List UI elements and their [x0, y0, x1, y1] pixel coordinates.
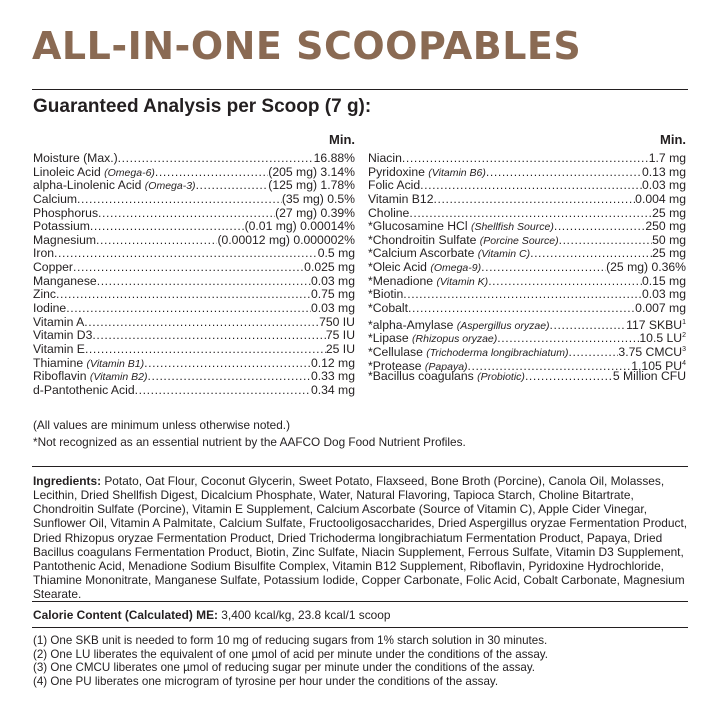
leader-dots [488, 275, 642, 289]
nutrient-value [652, 247, 686, 261]
leader-dots [135, 384, 311, 398]
footnote-1: (1) One SKB unit is needed to form 10 mg of reducing sugars from 1% starch solution in 30 minutes. [33, 634, 548, 647]
nutrient-name [33, 261, 73, 275]
nutrient-value-text: (25 mg) 0.36% [606, 260, 686, 275]
nutrient-value-text: 3.75 CMCU [618, 345, 683, 360]
nutrient-value-text: 0.5 mg [317, 246, 355, 261]
nutrient-row [368, 261, 686, 275]
nutrient-value [311, 302, 355, 316]
footnote-3: (3) One CMCU liberates one µmol of reducing sugar per minute under the conditions of the assay. [33, 661, 536, 675]
nutrient-name-text: Iron [33, 246, 55, 261]
leader-dots [568, 346, 618, 360]
nutrient-name-text: Iodine [33, 301, 67, 316]
nutrient-name [33, 207, 98, 221]
nutrient-value-text: 25 IU [325, 341, 355, 356]
calorie-value: 3,400 kcal/kg, 23.8 kcal/1 scoop [217, 608, 391, 622]
nutrient-value [642, 275, 686, 289]
nutrient-source: (Vitamin B1) [86, 357, 145, 370]
leader-dots [77, 193, 282, 207]
nutrient-row [33, 370, 355, 384]
nutrient-source: (Omega-6) [104, 166, 155, 179]
nutrient-name-text: *alpha-Amylase [368, 317, 457, 332]
nutrient-row [33, 247, 355, 261]
nutrient-value [319, 316, 355, 330]
nutrient-value [606, 261, 686, 275]
calorie-content [33, 608, 391, 622]
nutrient-value [311, 370, 355, 384]
analysis-heading: Guaranteed Analysis per Scoop (7 g): [33, 96, 372, 117]
divider-ingredients [32, 466, 688, 467]
nutrient-value-text: 0.33 mg [310, 369, 355, 384]
leader-dots [402, 152, 649, 166]
nutrient-value [326, 329, 355, 343]
nutrient-name-text: *Cellulase [368, 345, 427, 360]
nutrient-value [613, 370, 686, 384]
nutrient-value-text: 0.03 mg [310, 301, 355, 316]
nutrient-source: (Vitamin K) [436, 275, 489, 288]
nutrient-list-left [33, 152, 355, 398]
nutrient-name-text: Thiamine [33, 355, 87, 370]
nutrient-value [282, 193, 355, 207]
nutrient-value-text: 0.12 mg [310, 355, 355, 370]
nutrient-name-text: Choline [368, 205, 410, 220]
footnote-marker: 4 [682, 359, 686, 367]
nutrient-name-text: Linoleic Acid [33, 164, 105, 179]
nutrient-value [642, 288, 686, 302]
leader-dots [420, 179, 642, 193]
nutrient-name-text: Magnesium [33, 232, 96, 247]
leader-dots [525, 370, 613, 384]
nutrient-row [368, 152, 686, 166]
nutrient-value [318, 247, 355, 261]
nutrient-value [635, 193, 686, 207]
nutrient-value [311, 384, 355, 398]
leader-dots [550, 319, 627, 333]
footnote-4: (4) One PU liberates one microgram of tyrosine per hour under the conditions of the assay. [33, 674, 499, 688]
nutrient-name-text: *Biotin [368, 287, 404, 302]
nutrient-source: (Porcine Source) [479, 234, 559, 247]
nutrient-source: (Papaya) [424, 360, 468, 373]
nutrient-name-text: Vitamin E [33, 341, 85, 356]
nutrient-list-right [368, 152, 686, 384]
nutrient-row [33, 179, 355, 193]
nutrient-row [33, 220, 355, 234]
nutrient-name [33, 384, 135, 398]
nutrient-name-text: *Oleic Acid [368, 260, 431, 275]
nutrient-source: (Aspergillus oryzae) [456, 319, 550, 332]
nutrient-value-text: 0.03 mg [641, 178, 686, 193]
nutrient-row [33, 152, 355, 166]
nutrient-value-text: 10.5 LU [639, 331, 683, 346]
nutrient-row [368, 316, 686, 330]
nutrient-name-text: d-Pantothenic Acid [33, 382, 135, 397]
nutrient-name-text: *Glucosamine HCl [368, 219, 471, 234]
nutrient-value-text: (0.00012 mg) 0.000002% [217, 232, 355, 247]
nutrient-value-text: 0.15 mg [641, 273, 686, 288]
nutrient-row [368, 207, 686, 221]
leader-dots [98, 207, 275, 221]
nutrient-source: (Vitamin C) [477, 248, 531, 261]
nutrient-value [652, 207, 686, 221]
nutrient-value-text: 0.007 mg [635, 301, 686, 316]
nutrient-name [368, 370, 525, 385]
nutrient-source: (Omega-3) [144, 180, 196, 193]
nutrient-name-text: Potassium [33, 219, 90, 234]
nutrient-name [368, 302, 408, 316]
leader-dots [56, 288, 311, 302]
nutrient-row [368, 220, 686, 234]
leader-dots [66, 302, 311, 316]
nutrient-name [33, 275, 97, 289]
nutrient-value-text: (205 mg) 3.14% [268, 164, 355, 179]
leader-dots [409, 207, 652, 221]
nutrient-name-text: *Chondroitin Sulfate [368, 232, 480, 247]
nutrient-name-text: Niacin [368, 151, 402, 165]
nutrient-value-text: 0.03 mg [641, 287, 686, 302]
nutrient-name [368, 207, 409, 221]
nutrient-value [268, 166, 355, 180]
nutrient-row [33, 343, 355, 357]
nutrient-name-text: Vitamin B12 [368, 191, 434, 206]
aafco-note: *Not recognized as an essential nutrient by the AAFCO Dog Food Nutrient Profiles. [33, 435, 466, 449]
leader-dots [90, 220, 245, 234]
nutrient-row [33, 384, 355, 398]
nutrient-name-text: Vitamin A [33, 314, 85, 329]
nutrient-name-text: *Bacillus coagulans [368, 369, 478, 384]
nutrient-value [314, 152, 355, 166]
nutrient-value [304, 261, 355, 275]
nutrient-value-text: 25 mg [652, 205, 686, 220]
nutrient-value [649, 152, 686, 166]
min-column-header: Min. [660, 132, 686, 147]
leader-dots [486, 166, 642, 180]
nutrient-value-text: 50 mg [652, 232, 686, 247]
nutrient-value-text: 0.03 mg [310, 273, 355, 288]
nutrient-name [33, 316, 84, 330]
nutrient-value [645, 220, 686, 234]
leader-dots [97, 275, 311, 289]
nutrient-row [368, 193, 686, 207]
divider-calorie [32, 601, 688, 602]
nutrient-name [33, 220, 90, 234]
nutrient-value-text: 117 SKBU [626, 317, 683, 332]
footnotes [33, 634, 548, 688]
nutrient-name-text: Copper [33, 260, 73, 275]
leader-dots [96, 234, 217, 248]
nutrient-value-text: 750 IU [319, 314, 355, 329]
footnote-marker: 1 [682, 318, 686, 326]
nutrient-value-text: 25 mg [652, 246, 686, 261]
leader-dots [73, 261, 304, 275]
leader-dots [481, 261, 606, 275]
nutrient-name [33, 343, 85, 357]
nutrient-name [33, 247, 54, 261]
leader-dots [559, 234, 653, 248]
nutrient-name-text: Riboflavin [33, 369, 90, 384]
nutrient-name [33, 288, 56, 302]
nutrient-source: (Vitamin B6) [428, 166, 486, 179]
leader-dots [85, 343, 326, 357]
nutrient-value [217, 234, 355, 248]
nutrient-name-text: *Menadione [368, 273, 437, 288]
nutrient-name-text: Calcium [33, 191, 78, 206]
nutrient-source: (Shellfish Source) [470, 221, 554, 234]
nutrient-value-text: 0.004 mg [635, 191, 686, 206]
nutrient-row [368, 288, 686, 302]
footnote-2: (2) One LU liberates the equivalent of one µmol of acid per minute under the conditions of the assay. [33, 647, 548, 661]
nutrient-row [33, 316, 355, 330]
minimum-values-note: (All values are minimum unless otherwise noted.) [33, 418, 291, 432]
nutrient-value-text: 250 mg [645, 219, 686, 234]
calorie-label: Calorie Content (Calculated) ME: [33, 608, 218, 622]
nutrient-value-text: 1.7 mg [648, 151, 686, 165]
nutrient-name [33, 152, 118, 166]
nutrient-name [368, 152, 402, 166]
nutrient-value-text: (0.01 mg) 0.00014% [244, 219, 355, 234]
nutrient-name-text: Folic Acid [368, 178, 421, 193]
divider-footnotes [32, 627, 688, 628]
leader-dots [434, 193, 636, 207]
footnote-marker: 2 [682, 332, 686, 340]
nutrient-column-right [368, 132, 686, 384]
nutrient-name [33, 302, 66, 316]
leader-dots [54, 247, 318, 261]
nutrient-value-text: 0.34 mg [310, 382, 355, 397]
nutrient-name-text: Manganese [33, 273, 97, 288]
nutrient-row [368, 166, 686, 180]
nutrient-row [33, 275, 355, 289]
leader-dots [118, 152, 314, 166]
nutrient-value-text: (125 mg) 1.78% [268, 178, 355, 193]
leader-dots [144, 357, 311, 371]
nutrient-value [642, 179, 686, 193]
nutrient-name-text: Pyridoxine [368, 164, 429, 179]
nutrient-column-left [33, 132, 355, 398]
nutrient-name-text: Phosphorus [33, 205, 99, 220]
leader-dots [408, 302, 635, 316]
nutrient-name-text: *Calcium Ascorbate [368, 246, 478, 261]
nutrient-row [33, 234, 355, 248]
nutrient-row [33, 329, 355, 343]
nutrient-value-text: 0.13 mg [641, 164, 686, 179]
nutrient-name [368, 193, 434, 207]
nutrient-name [33, 234, 96, 248]
ingredients-paragraph [33, 474, 689, 601]
nutrient-name-text: Vitamin D3 [33, 328, 93, 343]
nutrient-value [652, 234, 686, 248]
nutrient-row [33, 357, 355, 371]
nutrient-name [368, 179, 420, 193]
nutrient-value-text: 0.75 mg [310, 287, 355, 302]
nutrient-value [311, 275, 355, 289]
nutrient-source: (Rhizopus oryzae) [412, 333, 498, 346]
nutrient-row [33, 288, 355, 302]
nutrient-value-text: (27 mg) 0.39% [275, 205, 355, 220]
leader-dots [147, 370, 310, 384]
nutrient-row [33, 193, 355, 207]
ingredients-label: Ingredients: [33, 474, 102, 488]
leader-dots [554, 220, 646, 234]
nutrient-row [33, 261, 355, 275]
nutrient-name-text: *Lipase [368, 331, 413, 346]
nutrient-value-text: 0.025 mg [304, 260, 355, 275]
leader-dots [155, 166, 268, 180]
nutrient-name [368, 288, 403, 302]
leader-dots [196, 179, 269, 193]
nutrient-row [368, 275, 686, 289]
nutrient-value-text: 16.88% [313, 151, 355, 165]
nutrient-row [368, 302, 686, 316]
footnote-marker: 3 [682, 345, 686, 353]
nutrient-source: (Trichoderma longibrachiatum) [426, 347, 569, 360]
nutrient-value-text: 75 IU [325, 328, 355, 343]
nutrient-source: (Omega-9) [430, 262, 482, 275]
nutrient-value [311, 288, 355, 302]
nutrient-row [368, 247, 686, 261]
nutrient-value [275, 207, 355, 221]
nutrient-name-text: *Cobalt [368, 301, 408, 316]
nutrient-name [33, 193, 77, 207]
leader-dots [403, 288, 642, 302]
nutrient-row [33, 207, 355, 221]
ingredients-text: Potato, Oat Flour, Coconut Glycerin, Sweet Potato, Flaxseed, Bone Broth (Porcine), Canola Oil, Molasses, Lecithin, Dried Shellfish Digest, Dicalcium Phosphate, Water, Natural Flavoring, Tapioca Starch, Choline Bitartrate, Chondroitin Sulfate (Porcine), Vitamin E Supplement, Calcium Ascorbate (Source of Vitamin C), Apple Cider Vinegar, Sunflower Oil, Vitamin A Palmitate, Calcium Sulfate, Fructooligosaccharides, Dried Aspergillus oryzae Fermentation Product, Dried Rhizopus oryzae Fermentation Product, Dried Trichoderma longibrachiatum Fermentation Product, Papaya, Dried Bacillus coagulans Fermentation Product, Biotin, Zinc Sulfate, Niacin Supplement, Ferrous Sulfate, Vitamin D3 Supplement, Pantothenic Acid, Menadione Sodium Bisulfite Complex, Vitamin B12 Supplement, Riboflavin, Pyridoxine Hydrochloride, Thiamine Mononitrate, Manganese Sulfate, Potassium Iodide, Copper Carbonate, Folic Acid, Cobalt Carbonate, Magnesium Stearate. [33, 474, 688, 602]
nutrient-name [33, 329, 92, 343]
nutrient-source: (Probiotic) [477, 371, 525, 384]
nutrient-value [245, 220, 355, 234]
nutrient-name-text: *Protease [368, 358, 425, 373]
nutrient-value [326, 343, 355, 357]
product-title: ALL-IN-ONE SCOOPABLES [32, 24, 582, 68]
nutrient-value [642, 166, 686, 180]
leader-dots [530, 247, 652, 261]
leader-dots [84, 316, 319, 330]
nutrient-name-text: Zinc [33, 287, 57, 302]
nutrient-value-text: 1,105 PU [631, 358, 683, 373]
nutrient-value [635, 302, 686, 316]
nutrient-value [311, 357, 355, 371]
nutrient-row [368, 179, 686, 193]
nutrient-value-text: (35 mg) 0.5% [281, 191, 355, 206]
nutrient-name-text: alpha-Linolenic Acid [33, 178, 145, 193]
nutrient-row [368, 370, 686, 384]
leader-dots [92, 329, 325, 343]
divider-top [32, 89, 688, 90]
nutrient-row [368, 234, 686, 248]
nutrient-row [33, 166, 355, 180]
nutrient-row [33, 302, 355, 316]
nutrient-value-text: 5 Million CFU [612, 369, 686, 384]
nutrient-name-text: Moisture (Max.) [33, 151, 118, 165]
nutrient-source: (Vitamin B2) [89, 371, 148, 384]
nutrient-value [268, 179, 355, 193]
min-column-header: Min. [329, 132, 355, 147]
